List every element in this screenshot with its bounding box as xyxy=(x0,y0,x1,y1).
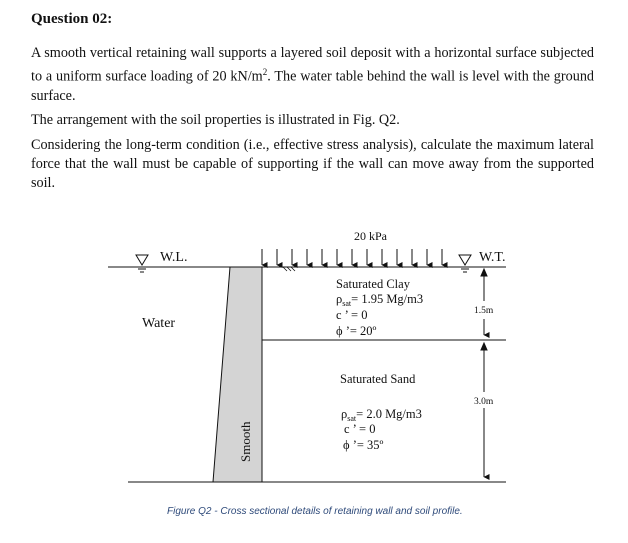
clay-rho-subscript: sat xyxy=(342,299,352,308)
question-heading: Question 02: xyxy=(31,11,113,27)
clay-density xyxy=(336,292,423,308)
sand-rho-value: = 2.0 Mg/m3 xyxy=(356,407,422,421)
clay-cohesion: c ’ = 0 xyxy=(336,308,368,322)
paragraph-text-start: A smooth vertical retaining wall supports a layered soil deposit with a horizontal surface subjected to a uniform surface loading of 20 kN/m xyxy=(31,45,594,85)
clay-rho-value: = 1.95 Mg/m3 xyxy=(351,292,424,306)
surcharge-arrows xyxy=(262,249,442,265)
ground-hatch-icon xyxy=(283,267,295,271)
sand-cohesion: c ’ = 0 xyxy=(344,422,376,436)
sand-layer-name: Saturated Sand xyxy=(340,372,416,386)
clay-thickness-label: 1.5m xyxy=(474,306,494,316)
arrangement-paragraph: The arrangement with the soil properties is illustrated in Fig. Q2. xyxy=(31,112,400,128)
water-level-label: W.L. xyxy=(160,250,188,265)
water-level-symbol-left-icon xyxy=(136,255,148,272)
water-table-label: W.T. xyxy=(479,250,506,265)
wall-label: Smooth xyxy=(238,421,253,462)
water-label: Water xyxy=(142,316,176,331)
task-paragraph: Considering the long-term condition (i.e., effective stress analysis), calculate the maximum lateral force that the wall must be capable of supporting if the wall can move away from the supported soil. xyxy=(31,137,594,191)
clay-rho-symbol: ρ xyxy=(336,292,343,306)
sand-rho-subscript: sat xyxy=(347,414,357,423)
water-table-symbol-right-icon xyxy=(459,255,471,272)
figure-caption: Figure Q2 - Cross sectional details of retaining wall and soil profile. xyxy=(167,506,463,517)
paragraph-superscript: 2 xyxy=(262,67,268,77)
dimension-line-sand xyxy=(481,343,487,477)
sand-rho-symbol: ρ xyxy=(341,407,348,421)
clay-layer-name: Saturated Clay xyxy=(336,277,410,291)
surcharge-label: 20 kPa xyxy=(354,229,387,243)
dimension-line-clay xyxy=(481,269,487,335)
sand-friction-angle: ϕ ’= 35º xyxy=(343,438,384,452)
paragraph-text-end: . The water table behind the wall is level with the ground surface. xyxy=(31,68,595,104)
sand-density xyxy=(341,407,422,423)
clay-friction-angle: ϕ ’= 20º xyxy=(336,324,377,338)
sand-thickness-label: 3.0m xyxy=(474,397,494,407)
